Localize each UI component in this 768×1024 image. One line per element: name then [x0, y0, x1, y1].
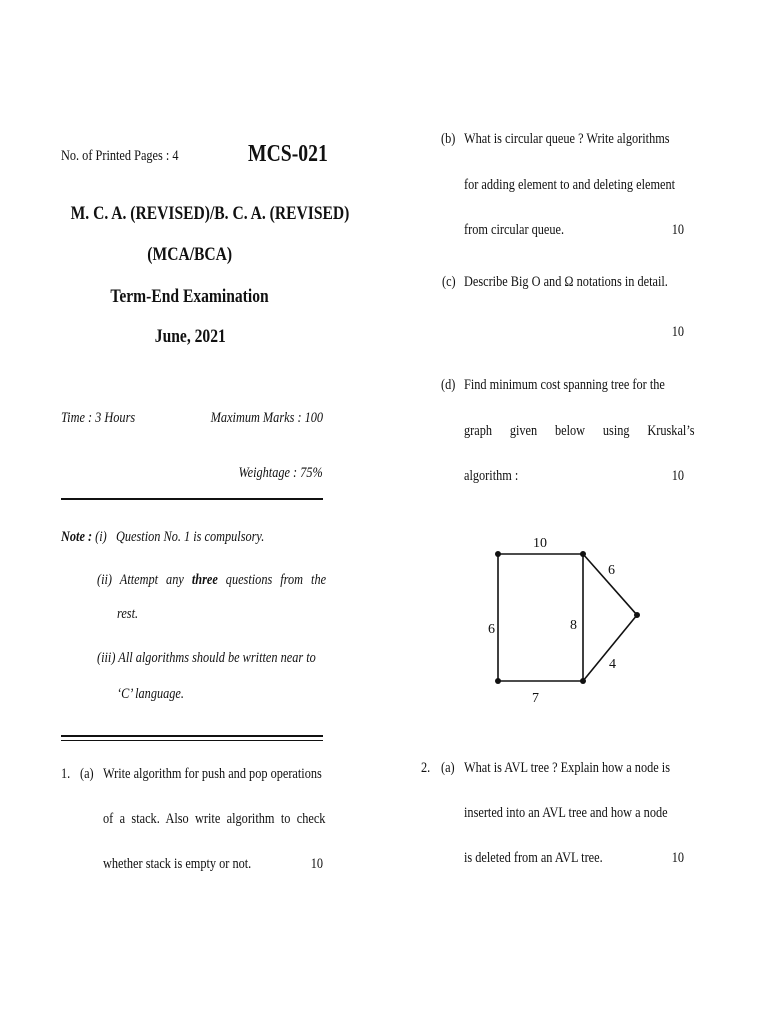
weightage: Weightage : 75% [238, 465, 323, 481]
vertex-bottom-left [495, 678, 501, 684]
label-edge-lower-diagonal: 4 [609, 657, 616, 672]
q1b-line-2: for adding element to and deleting element [464, 177, 676, 193]
q2a-label: (a) [441, 760, 455, 776]
max-marks: Maximum Marks : 100 [210, 410, 323, 426]
vertex-bottom-right [580, 678, 586, 684]
q1b-line-3: from circular queue. [464, 222, 565, 238]
printed-pages: No. of Printed Pages : 4 [61, 148, 179, 164]
q2a-line-1: What is AVL tree ? Explain how a node is [464, 760, 670, 776]
programme-title: M. C. A. (REVISED)/B. C. A. (REVISED) [70, 203, 350, 224]
label-edge-upper-diagonal: 6 [608, 563, 615, 578]
label-edge-top: 10 [533, 536, 547, 551]
q1a-line-1: Write algorithm for push and pop operations [103, 766, 322, 782]
note-item-3-cont: ‘C’ language. [117, 686, 184, 702]
label-edge-bottom: 7 [532, 691, 539, 706]
label-edge-left: 6 [488, 622, 495, 637]
note-item-2: (ii) Attempt any three questions from the [97, 572, 327, 588]
q1c-marks: 10 [671, 324, 684, 340]
notes-divider-top [61, 735, 323, 737]
note-label: Note : [61, 529, 93, 545]
q1d-line-2: graph given below using Kruskal’s [464, 423, 695, 439]
q2a-line-2: inserted into an AVL tree and how a node [464, 805, 668, 821]
kruskal-graph [470, 525, 660, 710]
vertex-right [634, 612, 640, 618]
programme-abbrev: (MCA/BCA) [147, 244, 233, 265]
course-code: MCS-021 [248, 141, 328, 167]
label-edge-middle: 8 [570, 618, 577, 633]
note-item-3: (iii) All algorithms should be written near to [97, 650, 316, 666]
q1b-line-1: What is circular queue ? Write algorithms [464, 131, 670, 147]
note-item-2-cont: rest. [117, 606, 139, 622]
q1b-label: (b) [441, 131, 456, 147]
q1c-label: (c) [442, 274, 456, 290]
q1d-line-1: Find minimum cost spanning tree for the [464, 377, 665, 393]
note-item-1: Note : (i) Question No. 1 is compulsory. [61, 529, 265, 545]
q1d-line-3: algorithm : [464, 468, 519, 484]
exam-time: Time : 3 Hours [61, 410, 136, 426]
q1d-marks: 10 [671, 468, 684, 484]
vertex-top-right [580, 551, 586, 557]
q1a-marks: 10 [310, 856, 323, 872]
exam-title: Term-End Examination [110, 286, 270, 307]
q1a-line-2: of a stack. Also write algorithm to check [103, 811, 326, 827]
notes-divider-bottom [61, 740, 323, 741]
exam-session: June, 2021 [154, 326, 226, 347]
q1d-label: (d) [441, 377, 456, 393]
q1b-marks: 10 [671, 222, 684, 238]
q2a-marks: 10 [671, 850, 684, 866]
q2-number: 2. [421, 760, 431, 776]
q2a-line-3: is deleted from an AVL tree. [464, 850, 603, 866]
vertex-top-left [495, 551, 501, 557]
header-divider [61, 498, 323, 500]
q1a-line-3: whether stack is empty or not. [103, 856, 252, 872]
q1c-line-1: Describe Big O and Ω notations in detail. [464, 274, 668, 290]
q1-number: 1. [61, 766, 71, 782]
q1a-label: (a) [80, 766, 94, 782]
